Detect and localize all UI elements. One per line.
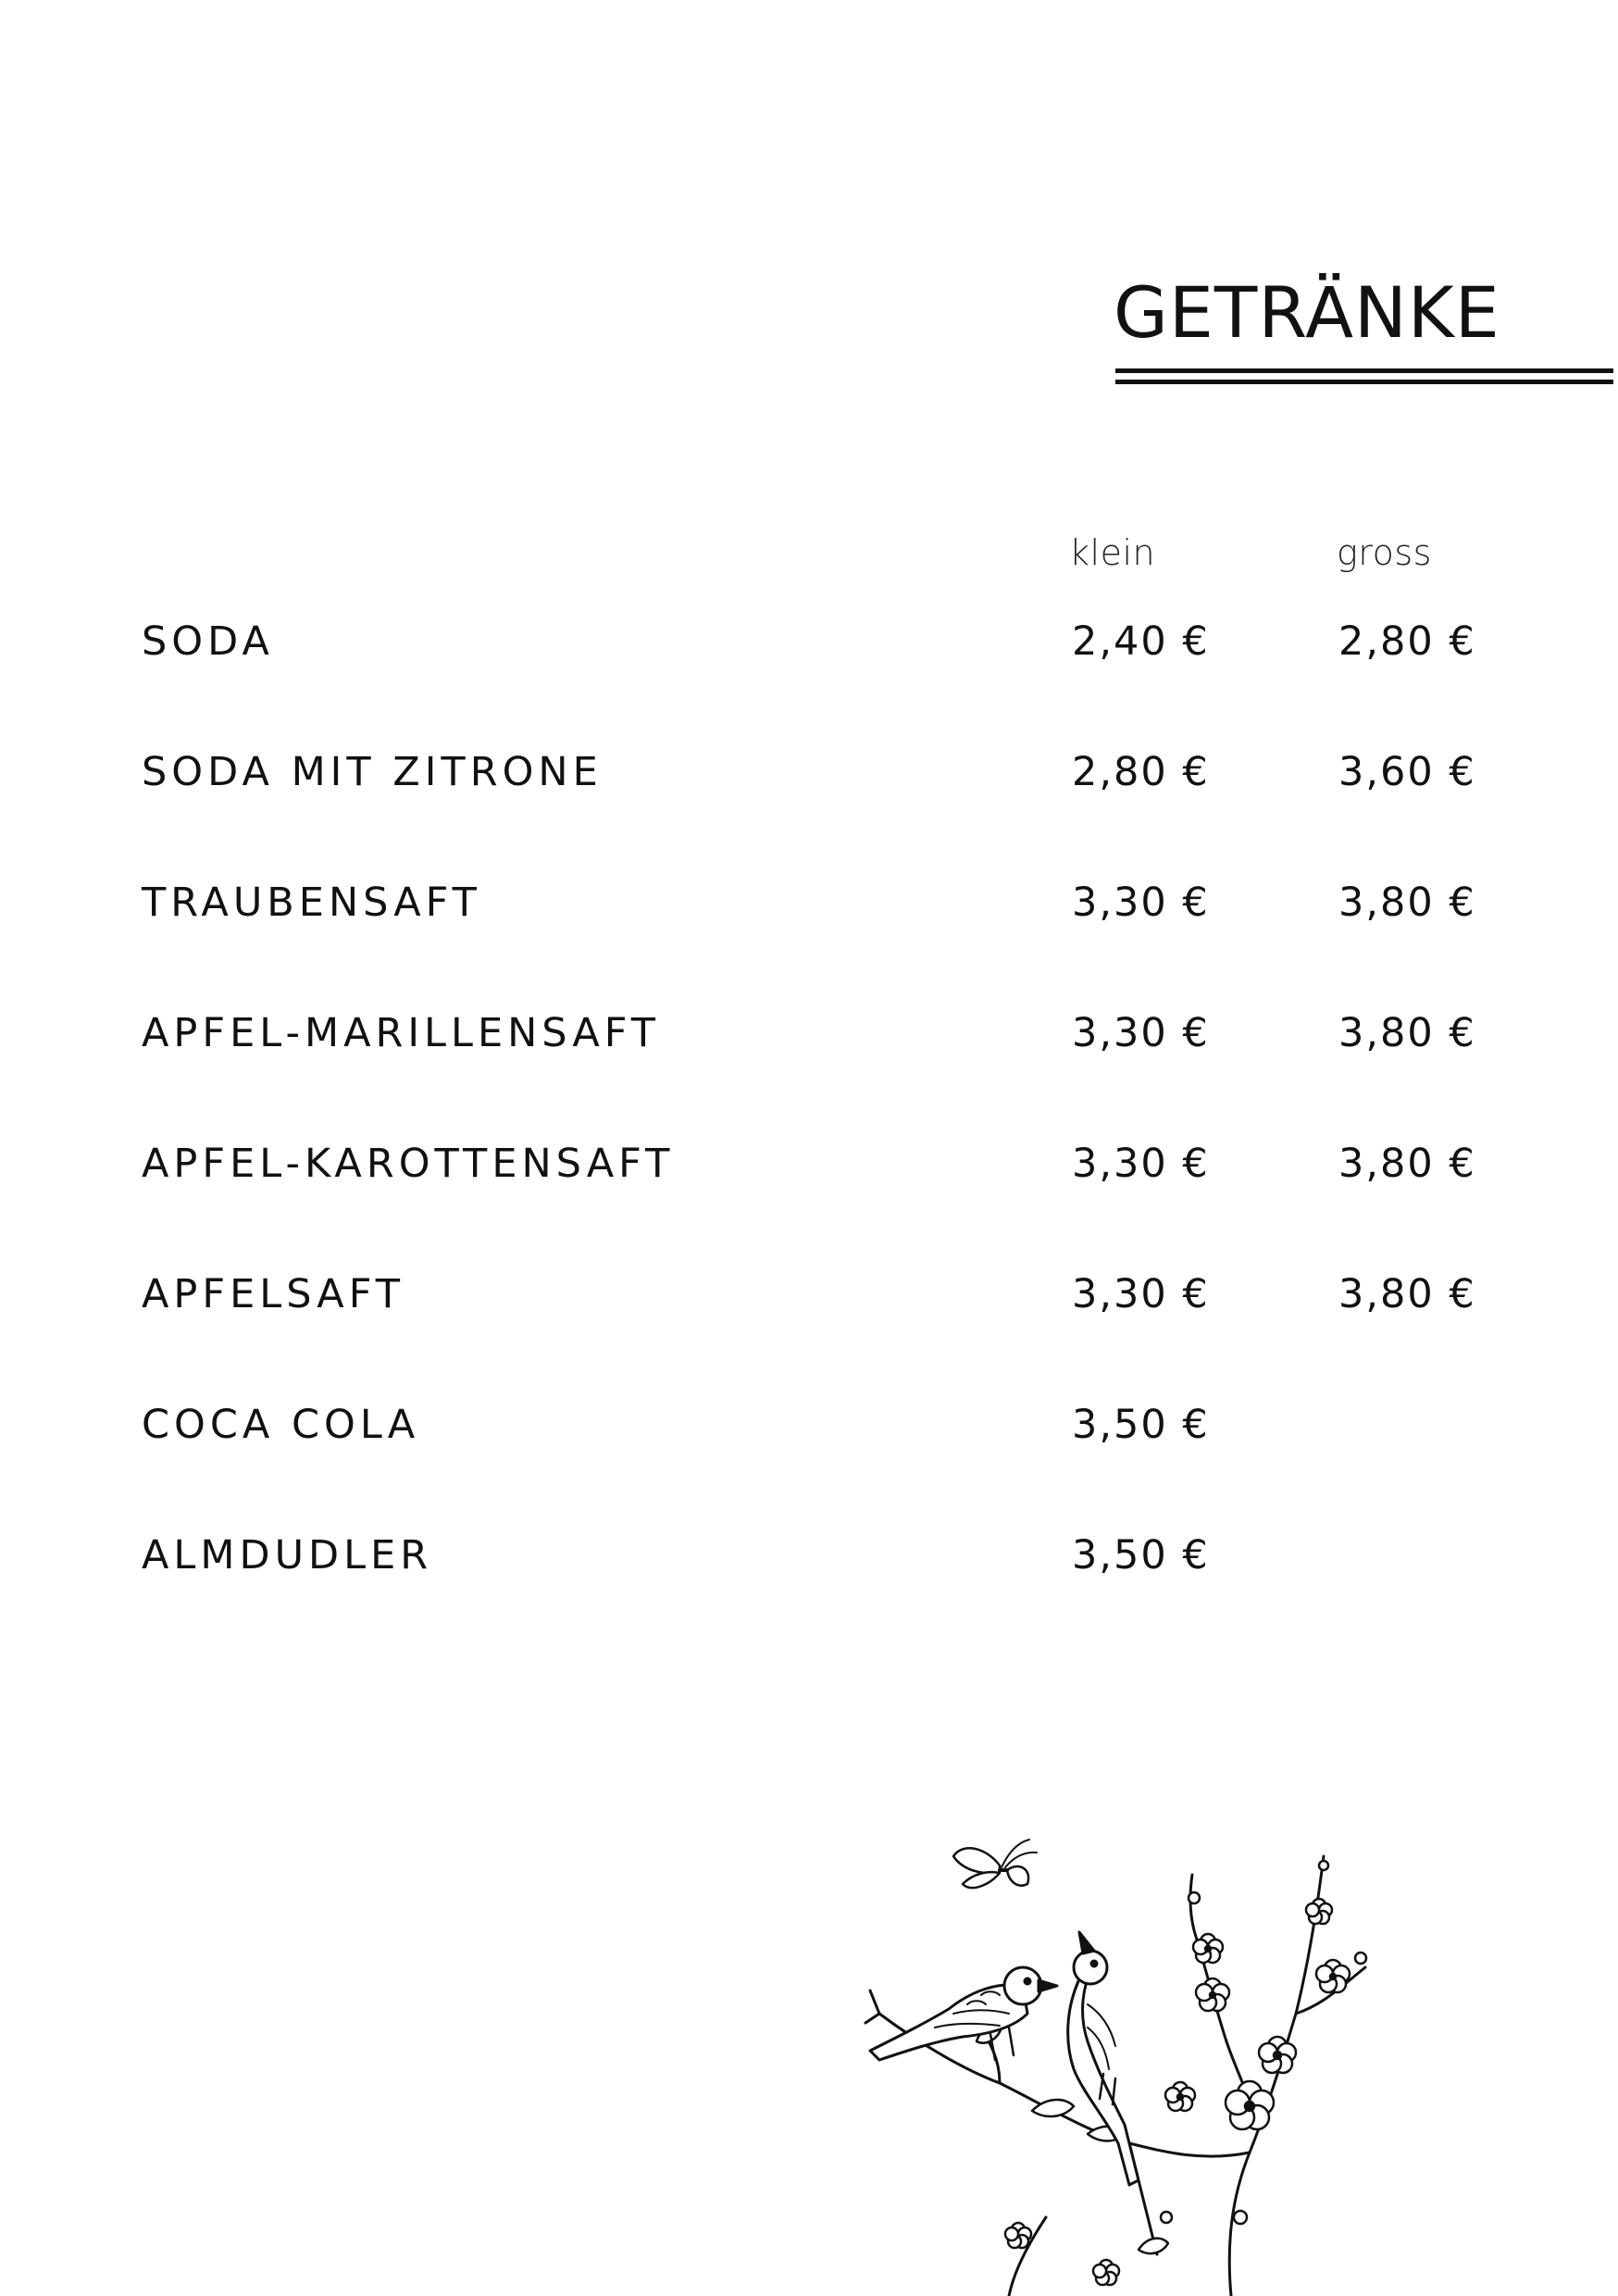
price-small: 3,30 €	[1072, 1010, 1210, 1056]
price-small: 3,30 €	[1072, 1141, 1210, 1187]
menu-row	[0, 1010, 1618, 1069]
title-underline-second	[1115, 380, 1613, 384]
price-small: 3,50 €	[1072, 1402, 1210, 1448]
blossom-branch	[865, 1856, 1365, 2296]
menu-row	[0, 1402, 1618, 1461]
price-large: 3,80 €	[1338, 880, 1476, 926]
price-small: 3,50 €	[1072, 1532, 1210, 1578]
butterfly	[953, 1840, 1037, 1888]
item-name: TRAUBENSAFT	[142, 880, 481, 926]
item-name: APFEL-MARILLENSAFT	[142, 1010, 661, 1056]
menu-row	[0, 1141, 1618, 1200]
price-small: 2,80 €	[1072, 749, 1210, 795]
item-name: SODA	[142, 618, 274, 665]
column-header-small: klein	[1069, 532, 1156, 573]
item-name: APFEL-KAROTTENSAFT	[142, 1141, 675, 1187]
menu-row	[0, 1271, 1618, 1330]
price-large: 2,80 €	[1338, 618, 1476, 665]
title-underline	[1115, 368, 1613, 373]
menu-row	[0, 1532, 1618, 1591]
menu-row	[0, 749, 1618, 808]
menu-row	[0, 618, 1618, 678]
bird-right	[1068, 1932, 1139, 2185]
price-small: 2,40 €	[1072, 618, 1210, 665]
price-small: 3,30 €	[1072, 1271, 1210, 1317]
item-name: COCA COLA	[142, 1402, 420, 1448]
page-title: GETRÄNKE	[1114, 271, 1500, 354]
price-large: 3,80 €	[1338, 1010, 1476, 1056]
item-name: APFELSAFT	[142, 1271, 404, 1317]
price-large: 3,60 €	[1338, 749, 1476, 795]
birds-on-blossom-branch-illustration	[861, 1828, 1435, 2296]
price-small: 3,30 €	[1072, 880, 1210, 926]
bird-left	[870, 1967, 1057, 2060]
item-name: ALMDUDLER	[142, 1532, 433, 1578]
blossom-flowers	[1005, 1861, 1366, 2285]
price-large: 3,80 €	[1338, 1141, 1476, 1187]
column-header-large: gross	[1337, 532, 1432, 573]
menu-row	[0, 880, 1618, 939]
item-name: SODA MIT ZITRONE	[142, 749, 603, 795]
price-large: 3,80 €	[1338, 1271, 1476, 1317]
